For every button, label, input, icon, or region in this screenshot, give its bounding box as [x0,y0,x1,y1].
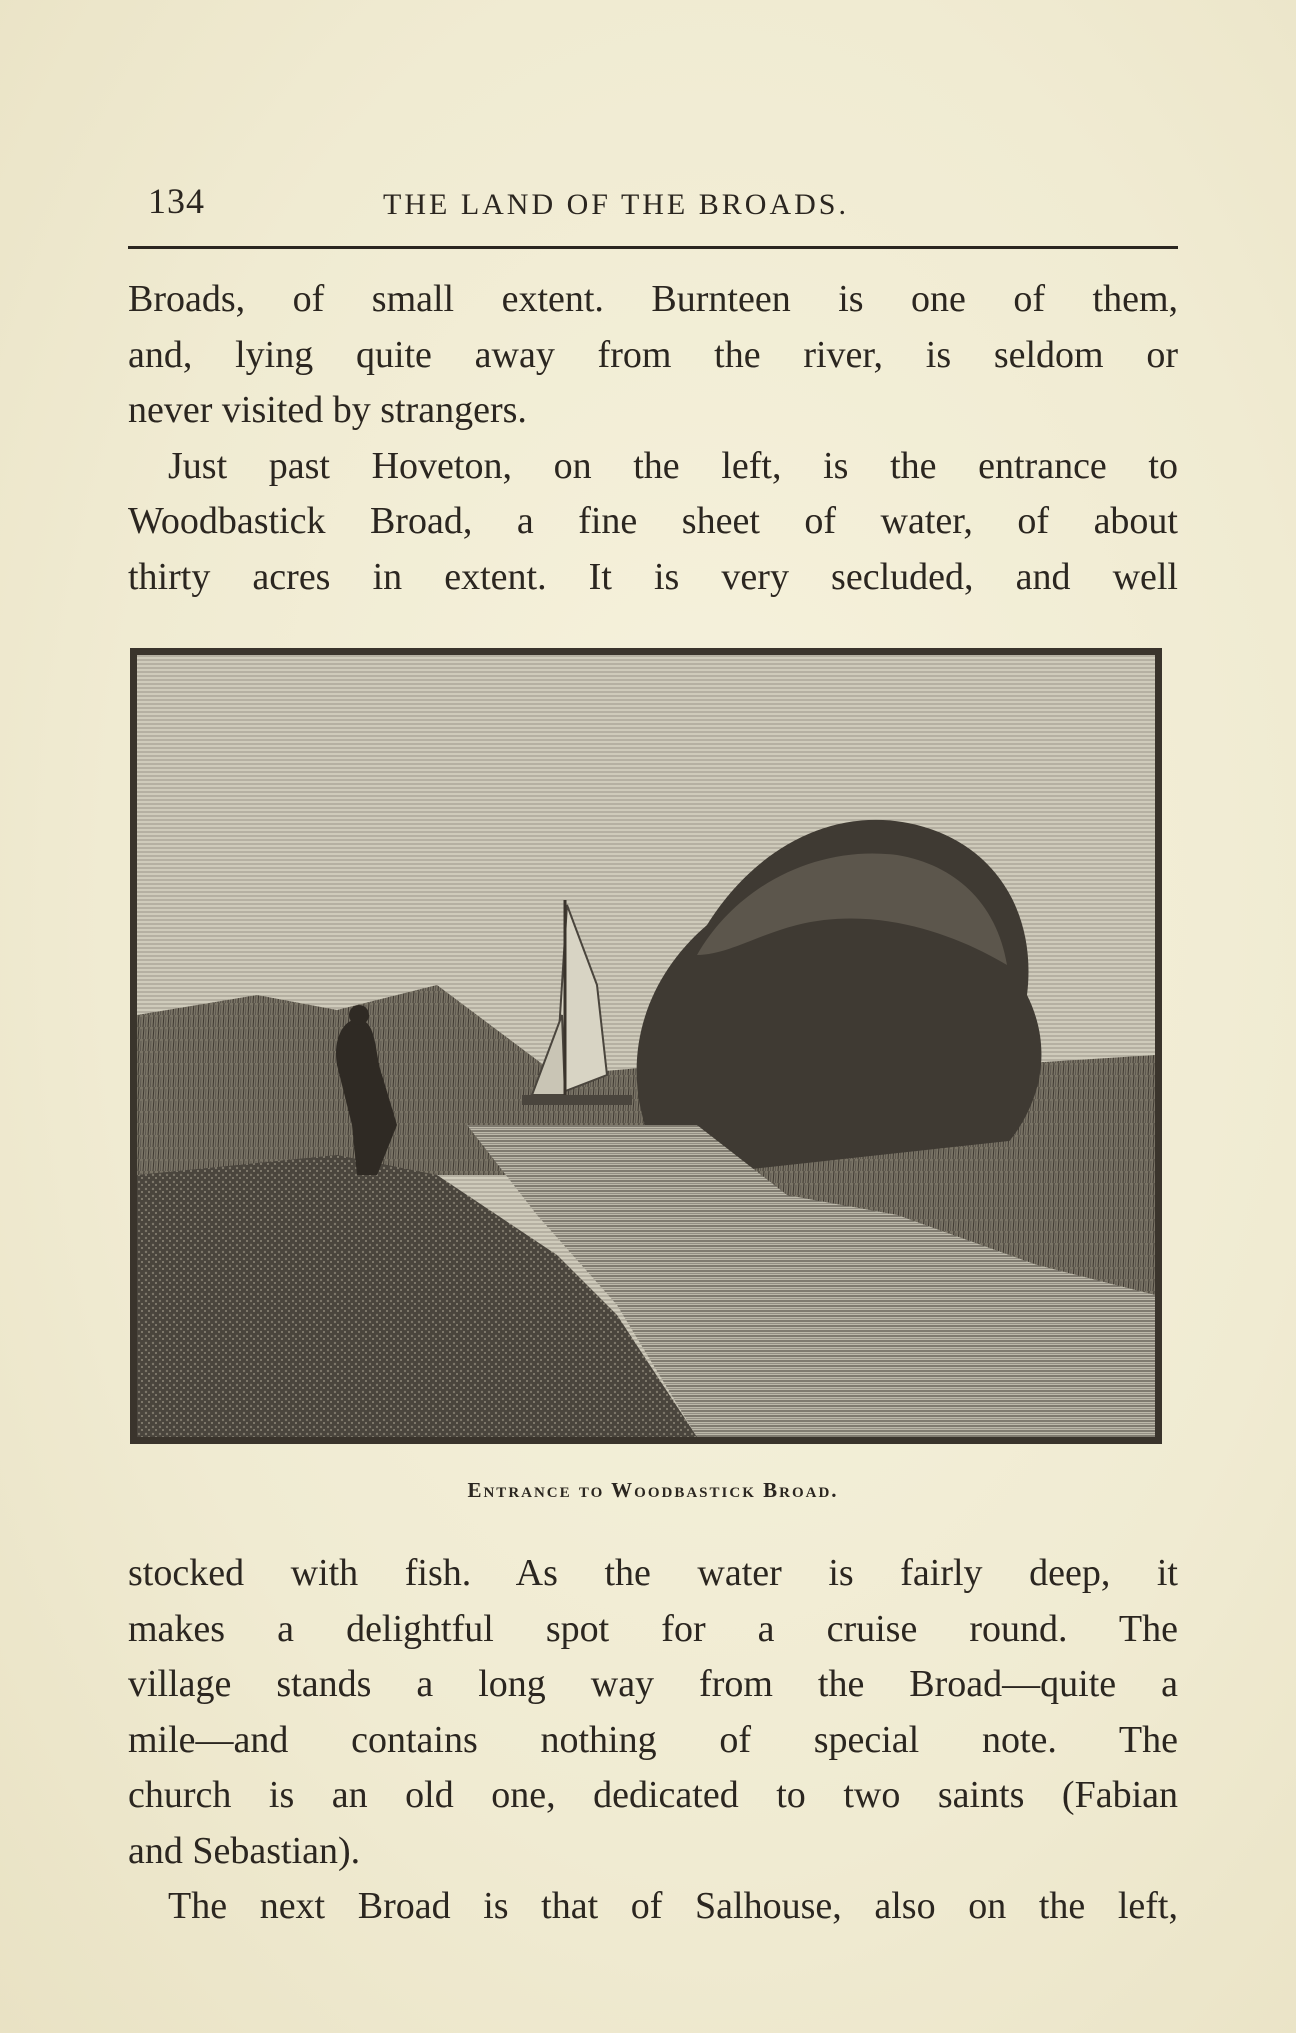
figure-caption: Entrance to Woodbastick Broad. [467,1478,839,1502]
header-rule [128,246,1178,249]
running-title: THE LAND OF THE BROADS. [383,188,849,221]
text-line: makes a delightful spot for a cruise round. The [128,1607,1178,1650]
text-line: and, lying quite away from the river, is seldom or [128,333,1178,376]
text-line: The next Broad is that of Salhouse, also on the left, [168,1885,1178,1927]
text-line: Just past Hoveton, on the left, is the entrance to [168,444,1178,487]
text-line: church is an old one, dedicated to two saints (Fabian [128,1774,1178,1816]
text-line: never visited by strangers. [128,389,527,431]
page-number: 134 [148,181,205,221]
river-landscape-engraving [137,655,1155,1437]
body-text-bottom [128,1546,1178,1935]
engraving-illustration [130,648,1162,1444]
text-line: Broads, of small extent. Burnteen is one of them, [128,278,1178,320]
body-text-top [128,272,1178,605]
text-line: stocked with fish. As the water is fairly deep, it [128,1552,1178,1594]
text-line: and Sebastian). [128,1829,361,1872]
text-line: village stands a long way from the Broad—quite a [128,1663,1178,1705]
page-header [128,180,1178,230]
text-line: mile—and contains nothing of special note. The [128,1718,1178,1761]
text-line: Woodbastick Broad, a fine sheet of water, of about [128,500,1178,542]
text-line: thirty acres in extent. It is very secluded, and well [128,555,1178,598]
